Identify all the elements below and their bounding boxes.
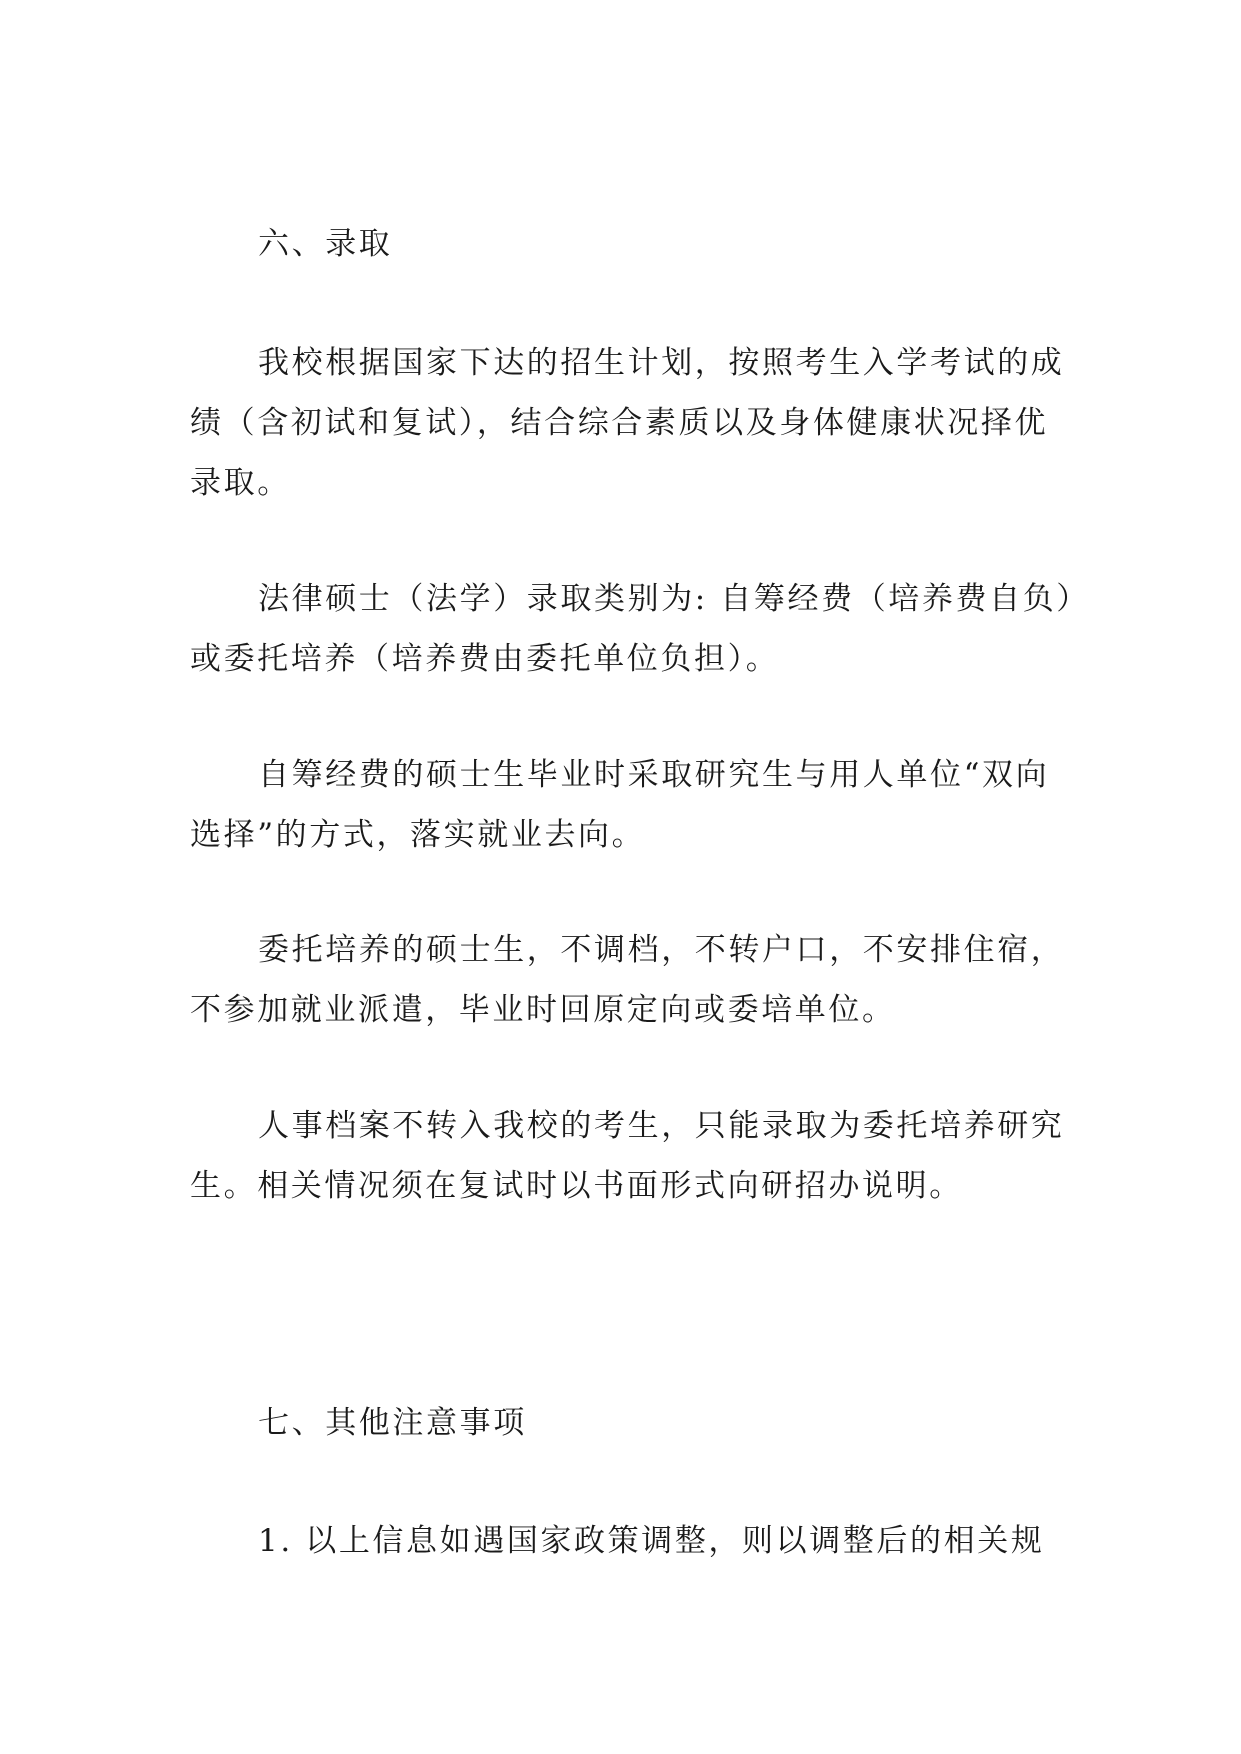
section-heading-admission: 六、录取 xyxy=(258,226,393,262)
list-item-policy-adjustment-line-1: 1. 以上信息如遇国家政策调整，则以调整后的相关规 xyxy=(258,1523,1045,1559)
paragraph-admission-basis-line-1: 我校根据国家下达的招生计划，按照考生入学考试的成 xyxy=(258,345,1065,381)
paragraph-admission-category-line-2: 或委托培养（培养费由委托单位负担）。 xyxy=(190,641,780,677)
paragraph-admission-basis-line-3: 录取。 xyxy=(190,465,291,501)
paragraph-commissioned-line-2: 不参加就业派遣，毕业时回原定向或委培单位。 xyxy=(190,992,896,1028)
paragraph-commissioned-line-1: 委托培养的硕士生，不调档，不转户口，不安排住宿， xyxy=(258,932,1065,968)
paragraph-admission-basis-line-2: 绩（含初试和复试），结合综合素质以及身体健康状况择优 xyxy=(190,405,1049,441)
section-heading-other-notes: 七、其他注意事项 xyxy=(258,1405,527,1441)
paragraph-personnel-file-line-1: 人事档案不转入我校的考生，只能录取为委托培养研究 xyxy=(258,1108,1065,1144)
paragraph-self-funded-line-2: 选择”的方式，落实就业去向。 xyxy=(190,817,646,853)
paragraph-admission-category-line-1: 法律硕士（法学）录取类别为: 自筹经费（培养费自负） xyxy=(258,581,1090,617)
paragraph-self-funded-line-1: 自筹经费的硕士生毕业时采取研究生与用人单位“双向 xyxy=(258,757,1050,793)
paragraph-personnel-file-line-2: 生。相关情况须在复试时以书面形式向研招办说明。 xyxy=(190,1168,963,1204)
